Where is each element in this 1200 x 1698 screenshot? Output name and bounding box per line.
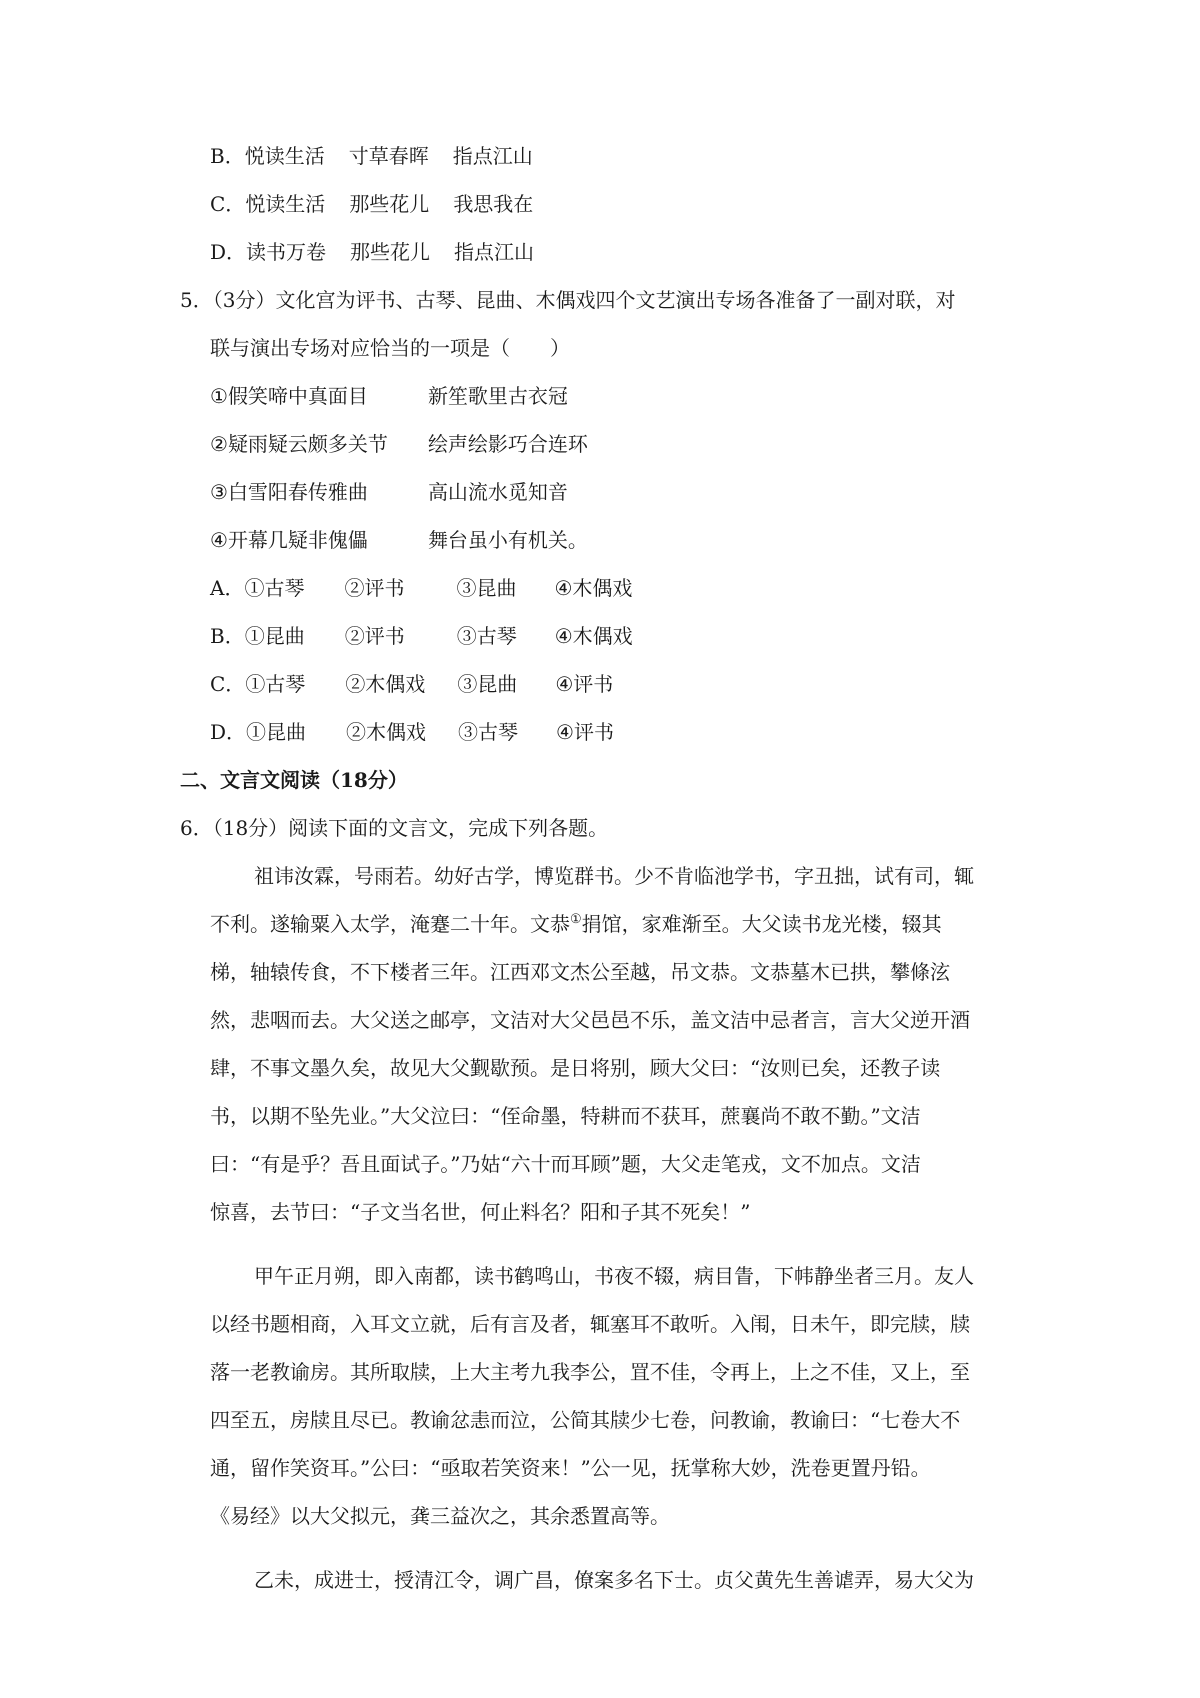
passage-p1-line: 曰：“有是乎？吾且面试子。”乃姑“六十而耳顾”题，大父走笔戎，文不加点。文洁 bbox=[210, 1152, 921, 1176]
passage-p2-line: 以经书题相商，入耳文立就，后有言及者，辄塞耳不敢听。入闱，日未午，即完牍，牍 bbox=[210, 1312, 970, 1336]
option-item: 寸草春晖 bbox=[348, 144, 429, 168]
option-item: ④评书 bbox=[556, 720, 614, 744]
option-label: A． bbox=[210, 576, 245, 600]
option-item: 指点江山 bbox=[452, 144, 533, 168]
passage-p1-line: 然，悲咽而去。大父送之邮亭，文洁对大父邑邑不乐，盖文洁中忌者言，言大父逆开酒 bbox=[210, 1008, 970, 1032]
passage-p1-line: 祖讳汝霖，号雨若。幼好古学，博览群书。少不肯临池学书，字丑拙，试有司，辄 bbox=[254, 864, 974, 888]
q5-stem-line2: 联与演出专场对应恰当的一项是（ ） bbox=[210, 336, 570, 360]
passage-p1-line: 梯，轴辕传食，不下楼者三年。江西邓文杰公至越，吊文恭。文恭墓木已拱，攀條泫 bbox=[210, 960, 950, 984]
option-item: ②木偶戏 bbox=[346, 720, 427, 744]
option-item: ④木偶戏 bbox=[554, 624, 633, 648]
q5-option-d bbox=[210, 718, 614, 746]
option-item: ③昆曲 bbox=[457, 672, 518, 696]
option-item: 指点江山 bbox=[454, 240, 535, 264]
option-item: ③古琴 bbox=[456, 624, 517, 648]
couplet-right: 舞台虽小有机关。 bbox=[427, 528, 588, 552]
couplet-right: 高山流水觅知音 bbox=[427, 480, 568, 504]
q4-option-d bbox=[210, 238, 534, 266]
passage-p1-line: 肆，不事文墨久矣，故见大父觐歇预。是日将别，顾大父曰：“汝则已矣，还教子读 bbox=[210, 1056, 941, 1080]
couplet-left: 疑雨疑云颇多关节 bbox=[227, 432, 388, 456]
option-item: ①昆曲 bbox=[246, 720, 307, 744]
option-label: D． bbox=[210, 720, 247, 744]
q5-option-a bbox=[210, 574, 632, 602]
passage-text: 捐馆，家难渐至。大父读书龙光楼，辍其 bbox=[581, 912, 942, 936]
couplet-left: 假笑啼中真面目 bbox=[227, 384, 368, 408]
q5-couplet-3 bbox=[210, 478, 568, 506]
passage-p1-line bbox=[210, 910, 942, 938]
option-label: D． bbox=[210, 240, 247, 264]
option-item: 悦读生活 bbox=[245, 192, 326, 216]
passage-text: 不利。遂输粟入太学，淹蹇二十年。文恭 bbox=[210, 912, 570, 936]
couplet-right: 新笙歌里古衣冠 bbox=[427, 384, 568, 408]
passage-p1-line: 书，以期不坠先业。”大父泣曰：“侄命墨，特耕而不获耳，蔗襄尚不敢不勤。”文洁 bbox=[210, 1104, 921, 1128]
couplet-number: ④ bbox=[210, 528, 228, 552]
passage-p2-line: 《易经》以大父拟元，龚三益次之，其余悉置高等。 bbox=[210, 1504, 670, 1528]
couplet-left: 白雪阳春传雅曲 bbox=[227, 480, 368, 504]
passage-p2-line: 四至五，房牍且尽已。教谕忿恚而泣，公简其牍少七卷，问教谕，教谕曰：“七卷大不 bbox=[210, 1408, 961, 1432]
q4-option-c bbox=[210, 190, 533, 218]
passage-p3-line: 乙未，成进士，授清江令，调广昌，僚案多名下士。贞父黄先生善谑弄，易大父为 bbox=[254, 1568, 974, 1592]
footnote-mark: ① bbox=[570, 912, 582, 927]
couplet-left: 开幕几疑非傀儡 bbox=[227, 528, 368, 552]
couplet-number: ① bbox=[210, 384, 228, 408]
q5-option-b bbox=[210, 622, 633, 650]
option-item: ①古琴 bbox=[244, 576, 305, 600]
option-item: 那些花儿 bbox=[350, 240, 431, 264]
option-item: ②评书 bbox=[344, 576, 405, 600]
option-item: ③古琴 bbox=[458, 720, 519, 744]
option-label: B． bbox=[210, 144, 245, 168]
option-item: ①昆曲 bbox=[244, 624, 305, 648]
option-item: 那些花儿 bbox=[349, 192, 430, 216]
option-item: 读书万卷 bbox=[246, 240, 327, 264]
couplet-number: ③ bbox=[210, 480, 228, 504]
section-title: 二、文言文阅读（18分） bbox=[180, 768, 408, 792]
couplet-right: 绘声绘影巧合连环 bbox=[427, 432, 588, 456]
q5-option-c bbox=[210, 670, 613, 698]
passage-p2-line: 通，留作笑资耳。”公曰：“亟取若笑资来！”公一见，抚掌称大妙，洗卷更置丹铅。 bbox=[210, 1456, 931, 1480]
q4-option-b bbox=[210, 142, 533, 170]
q5-couplet-1 bbox=[210, 382, 568, 410]
couplet-number: ② bbox=[210, 432, 228, 456]
q5-couplet-2 bbox=[210, 430, 588, 458]
passage-p1-line: 惊喜，去节曰：“子文当名世，何止料名？阳和子其不死矣！” bbox=[210, 1200, 751, 1224]
option-label: C． bbox=[210, 192, 246, 216]
option-item: ②木偶戏 bbox=[345, 672, 426, 696]
option-item: ④评书 bbox=[555, 672, 614, 696]
option-item: ①古琴 bbox=[245, 672, 306, 696]
option-item: 悦读生活 bbox=[244, 144, 325, 168]
passage-p2-line: 甲午正月朔，即入南都，读书鹤鸣山，书夜不辍，病目眚，下帏静坐者三月。友人 bbox=[254, 1264, 974, 1288]
option-item: ②评书 bbox=[344, 624, 405, 648]
q6-stem: 6．（18分）阅读下面的文言文，完成下列各题。 bbox=[180, 816, 609, 840]
passage-p2-line: 落一老教谕房。其所取牍，上大主考九我李公，罝不佳，令再上，上之不佳，又上，至 bbox=[210, 1360, 970, 1384]
q5-couplet-4 bbox=[210, 526, 588, 554]
option-label: C． bbox=[210, 672, 246, 696]
q5-stem-line1: 5．（3分）文化宫为评书、古琴、昆曲、木偶戏四个文艺演出专场各准备了一副对联，对 bbox=[180, 288, 956, 312]
option-item: 我思我在 bbox=[453, 192, 534, 216]
option-item: ④木偶戏 bbox=[554, 576, 633, 600]
option-item: ③昆曲 bbox=[456, 576, 517, 600]
option-label: B． bbox=[210, 624, 245, 648]
